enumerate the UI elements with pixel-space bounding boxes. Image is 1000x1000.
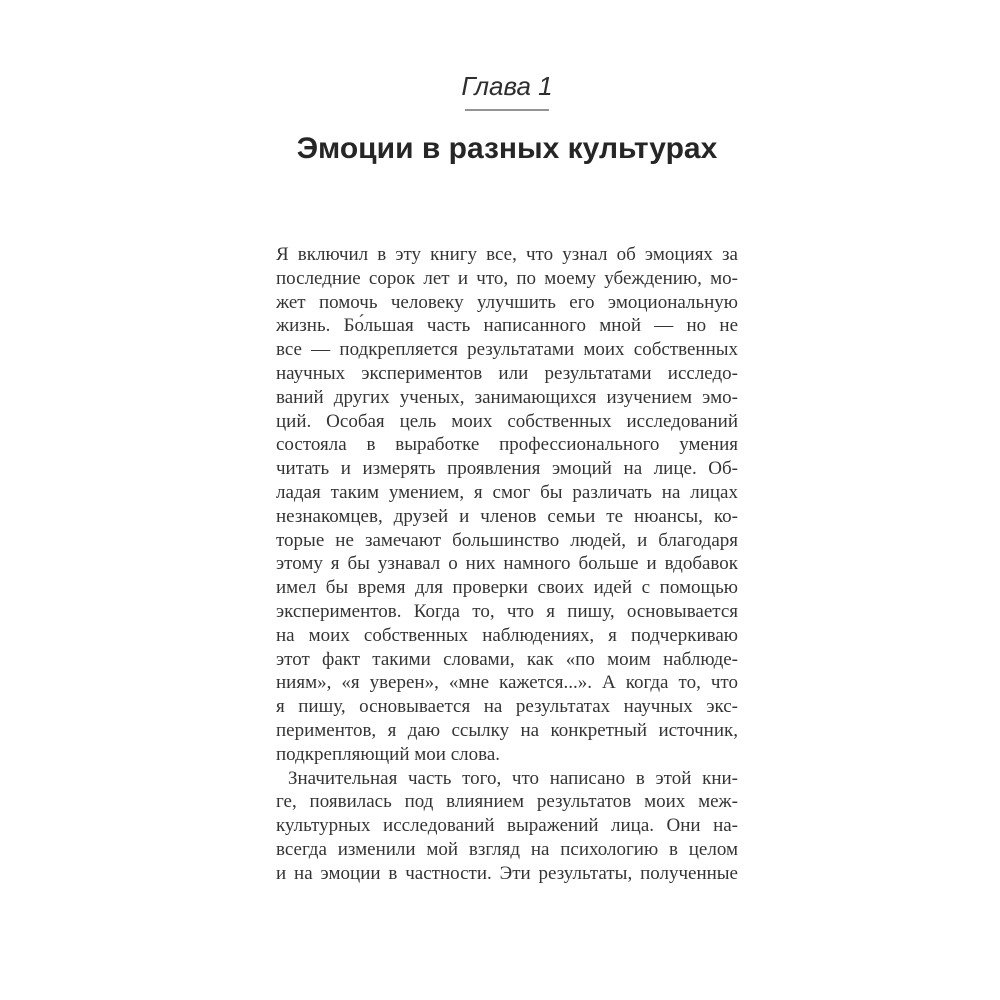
- text-line: жет помочь человеку улучшить его эмоциональную: [276, 291, 738, 313]
- text-line: торые не замечают большинство людей, и благодаря: [276, 529, 738, 551]
- text-line: ладая таким умением, я смог бы различать на лицах: [276, 481, 738, 503]
- text-line: подкрепляющий мои слова.: [276, 743, 501, 765]
- text-line: ге, появилась под влиянием результатов моих меж-: [276, 791, 738, 813]
- text-line: этому я бы узнавал о них намного больше и вдобавок: [276, 553, 738, 575]
- chapter-title: Эмоции в разных культурах: [296, 132, 718, 165]
- text-line: этот факт такими словами, как «по моим наблюде-: [276, 648, 738, 670]
- text-line: имел бы время для проверки своих идей с помощью: [276, 577, 738, 599]
- text-line: культурных исследований выражений лица. Они на-: [276, 815, 738, 837]
- chapter-label: Глава 1: [461, 71, 553, 101]
- text-line: Значительная часть того, что написано в этой кни-: [288, 767, 738, 789]
- text-line: ций. Особая цель моих собственных исследований: [276, 410, 738, 432]
- text-line: и на эмоции в частности. Эти результаты, полученные: [276, 862, 738, 884]
- text-line: научных экспериментов или результатами исследо-: [276, 362, 738, 384]
- text-line: ваний других ученых, занимающихся изучением эмо-: [276, 386, 738, 408]
- text-line: на моих собственных наблюдениях, я подчеркиваю: [276, 624, 738, 646]
- text-line: ниям», «я уверен», «мне кажется...». А когда то, что: [276, 672, 738, 694]
- text-line: жизнь. Бо́льшая часть написанного мной — но не: [276, 315, 738, 337]
- text-line: незнакомцев, друзей и членов семьи те нюансы, ко-: [276, 505, 738, 527]
- text-line: периментов, я даю ссылку на конкретный источник,: [276, 719, 738, 741]
- body-text: [276, 243, 738, 886]
- text-line: последние сорок лет и что, по моему убеждению, мо-: [276, 267, 738, 289]
- text-line: всегда изменили мой взгляд на психологию в целом: [276, 838, 738, 860]
- text-line: я пишу, основывается на результатах научных экс-: [276, 696, 738, 718]
- text-line: Я включил в эту книгу все, что узнал об эмоциях за: [276, 244, 738, 265]
- chapter-rule-divider: [465, 109, 549, 111]
- text-line: читать и измерять проявления эмоций на лице. Об-: [276, 458, 738, 480]
- text-line: экспериментов. Когда то, что я пишу, основывается: [276, 600, 738, 622]
- text-line: состояла в выработке профессионального умения: [276, 434, 738, 456]
- text-line: все — подкрепляется результатами моих собственных: [276, 339, 738, 361]
